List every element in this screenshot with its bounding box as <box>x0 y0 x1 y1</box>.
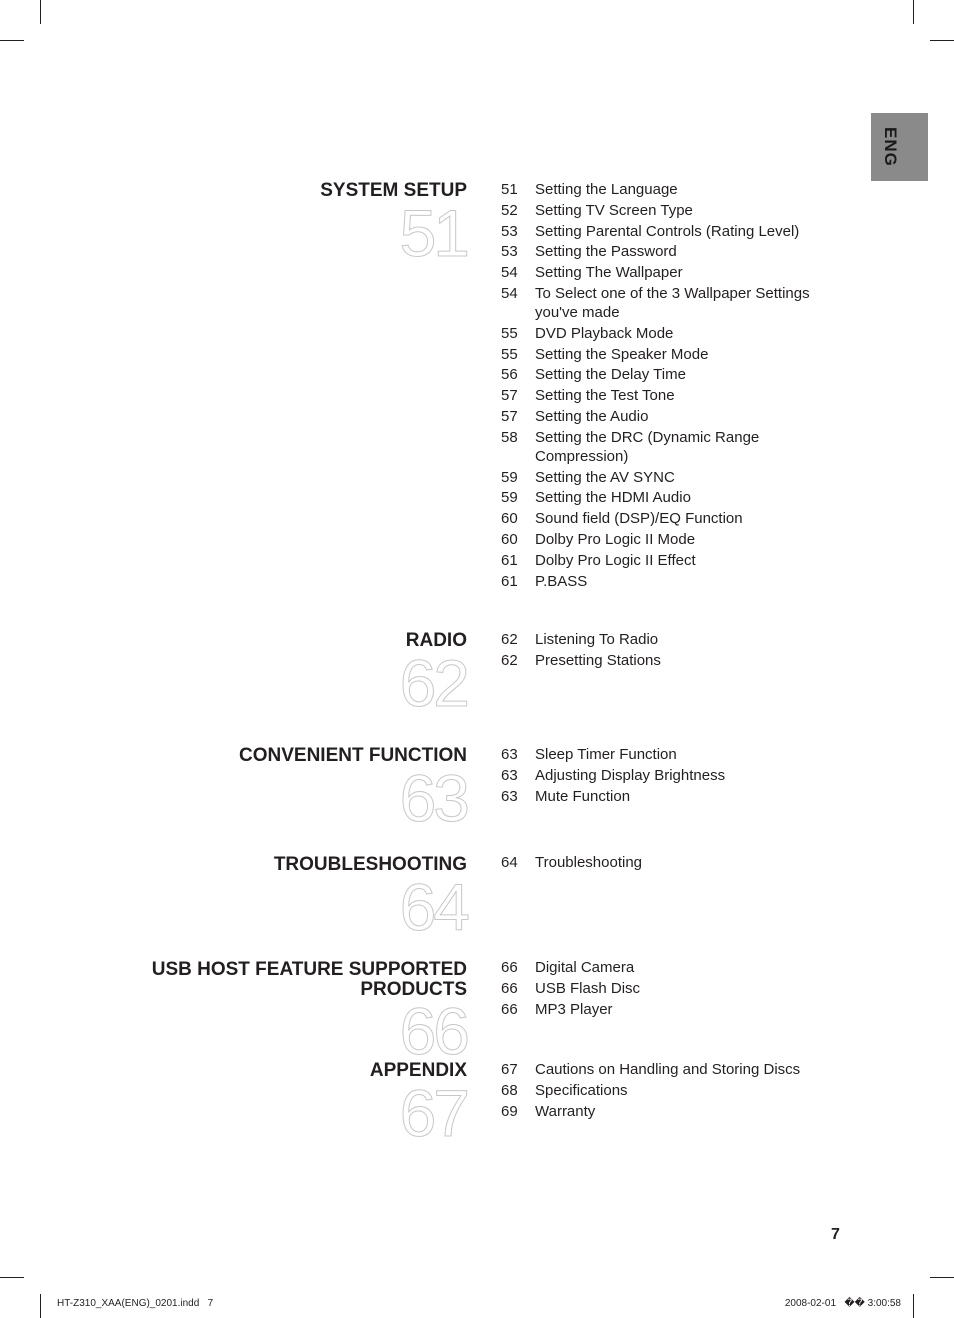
section-number: 63 <box>399 761 467 835</box>
toc-entry <box>501 1102 841 1121</box>
crop-mark <box>930 1277 954 1278</box>
entry-text: Listening To Radio <box>535 631 659 648</box>
toc-entry <box>501 242 841 261</box>
toc-entry <box>501 180 841 199</box>
entry-text: Setting Parental Controls (Rating Level) <box>535 222 800 240</box>
entry-page: 59 <box>501 489 518 507</box>
toc-entry <box>501 488 841 507</box>
entry-text: Setting The Wallpaper <box>535 264 683 282</box>
section-title: APPENDIX <box>369 1060 467 1081</box>
toc-entry <box>501 630 841 649</box>
section-number: 66 <box>399 994 467 1068</box>
toc-entry <box>501 1060 841 1079</box>
language-tab <box>871 113 928 181</box>
footer-timestamp: 2008-02-01 �� 3:00:58 <box>784 1298 901 1309</box>
toc-entry <box>501 572 841 591</box>
toc-entry <box>501 345 841 364</box>
entry-page: 67 <box>501 1061 518 1078</box>
entry-list <box>501 180 841 592</box>
entry-page: 59 <box>501 468 518 486</box>
language-tab-label: ENG <box>881 127 900 167</box>
entry-list <box>501 630 841 672</box>
entry-page: 53 <box>501 222 518 240</box>
entry-text: Dolby Pro Logic II Mode <box>535 530 696 548</box>
entry-list <box>501 958 841 1020</box>
entry-page: 54 <box>501 264 518 282</box>
toc-entry <box>501 428 841 466</box>
entry-text: Sound field (DSP)/EQ Function <box>535 510 743 528</box>
entry-text: USB Flash Disc <box>535 979 641 997</box>
entry-text: Setting TV Screen Type <box>535 201 693 219</box>
toc-entry <box>501 509 841 528</box>
toc-entry <box>501 958 841 977</box>
entry-text: Warranty <box>535 1102 596 1120</box>
crop-mark <box>930 40 954 41</box>
entry-page: 55 <box>501 345 518 363</box>
toc-entry <box>501 201 841 220</box>
entry-text: Setting the Delay Time <box>535 366 686 384</box>
entry-page: 69 <box>501 1102 518 1120</box>
entry-page: 63 <box>501 787 518 805</box>
entry-text: To Select one of the 3 Wallpaper Settings you've made <box>535 284 810 321</box>
entry-page: 62 <box>501 651 518 669</box>
entry-page: 60 <box>501 530 518 548</box>
entry-text: Troubleshooting <box>535 854 643 871</box>
toc-entry <box>501 324 841 343</box>
crop-mark <box>0 40 24 41</box>
toc-entry <box>501 365 841 384</box>
section-title: CONVENIENT FUNCTION <box>239 745 467 766</box>
entry-page: 66 <box>501 959 518 976</box>
page-number: 7 <box>831 1226 840 1243</box>
toc-entry <box>501 407 841 426</box>
entry-text: Adjusting Display Brightness <box>535 766 726 784</box>
toc-entry <box>501 530 841 549</box>
entry-text: Specifications <box>535 1081 628 1099</box>
entry-text: Mute Function <box>535 787 631 805</box>
entry-list <box>501 1060 841 1122</box>
toc-entry <box>501 745 841 764</box>
entry-page: 52 <box>501 201 518 219</box>
section-number: 67 <box>399 1076 467 1150</box>
entry-text: Setting the AV SYNC <box>535 468 675 486</box>
entry-text: MP3 Player <box>535 1000 613 1018</box>
entry-text: Sleep Timer Function <box>535 746 677 763</box>
entry-text: Cautions on Handling and Storing Discs <box>535 1061 801 1078</box>
crop-mark <box>40 1294 41 1318</box>
entry-page: 61 <box>501 551 518 569</box>
entry-page: 63 <box>501 766 518 784</box>
entry-page: 66 <box>501 979 518 997</box>
entry-text: Setting the Password <box>535 243 677 261</box>
entry-text: Setting the Audio <box>535 407 649 425</box>
section-number: 51 <box>399 196 467 270</box>
entry-page: 57 <box>501 387 518 405</box>
toc-entry <box>501 284 841 322</box>
entry-page: 61 <box>501 572 518 590</box>
entry-page: 57 <box>501 407 518 425</box>
toc-entry <box>501 766 841 785</box>
crop-mark <box>0 1277 24 1278</box>
entry-page: 60 <box>501 510 518 528</box>
section-title: RADIO <box>405 630 467 651</box>
entry-page: 62 <box>501 631 518 648</box>
entry-page: 58 <box>501 428 518 446</box>
entry-page: 66 <box>501 1000 518 1018</box>
entry-text: Dolby Pro Logic II Effect <box>535 551 696 569</box>
entry-text: Setting the Language <box>535 181 678 198</box>
entry-text: Setting the Speaker Mode <box>535 345 709 363</box>
entry-text: P.BASS <box>535 572 588 590</box>
entry-page: 64 <box>501 854 518 871</box>
section-title: USB HOST FEATURE SUPPORTED PRODUCTS <box>151 959 467 1000</box>
crop-mark <box>40 0 41 24</box>
entry-list <box>501 853 841 874</box>
entry-text: Setting the Test Tone <box>535 387 675 405</box>
toc-entry <box>501 222 841 241</box>
entry-page: 51 <box>501 181 518 198</box>
entry-page: 56 <box>501 366 518 384</box>
toc-entry <box>501 651 841 670</box>
toc-entry <box>501 787 841 806</box>
section-number: 62 <box>399 646 467 720</box>
entry-page: 53 <box>501 243 518 261</box>
entry-text: Digital Camera <box>535 959 635 976</box>
toc-entry <box>501 386 841 405</box>
entry-page: 68 <box>501 1081 518 1099</box>
entry-text: Setting the HDMI Audio <box>535 489 691 507</box>
entry-text: DVD Playback Mode <box>535 324 674 342</box>
entry-text: Setting the DRC (Dynamic Range Compression) <box>535 428 760 465</box>
toc-entry <box>501 853 841 872</box>
section-title: TROUBLESHOOTING <box>273 854 467 875</box>
entry-text: Presetting Stations <box>535 651 661 669</box>
entry-page: 54 <box>501 284 518 302</box>
entry-page: 55 <box>501 324 518 342</box>
section-number: 64 <box>399 870 467 944</box>
toc-entry <box>501 468 841 487</box>
entry-list <box>501 745 841 807</box>
toc-entry <box>501 263 841 282</box>
crop-mark <box>913 1294 914 1318</box>
section-title: SYSTEM SETUP <box>320 180 467 201</box>
crop-mark <box>913 0 914 24</box>
footer-file-slug: HT-Z310_XAA(ENG)_0201.indd 7 <box>57 1298 214 1309</box>
toc-entry <box>501 1000 841 1019</box>
toc-entry <box>501 979 841 998</box>
entry-page: 63 <box>501 746 518 763</box>
toc-entry <box>501 1081 841 1100</box>
toc-entry <box>501 551 841 570</box>
